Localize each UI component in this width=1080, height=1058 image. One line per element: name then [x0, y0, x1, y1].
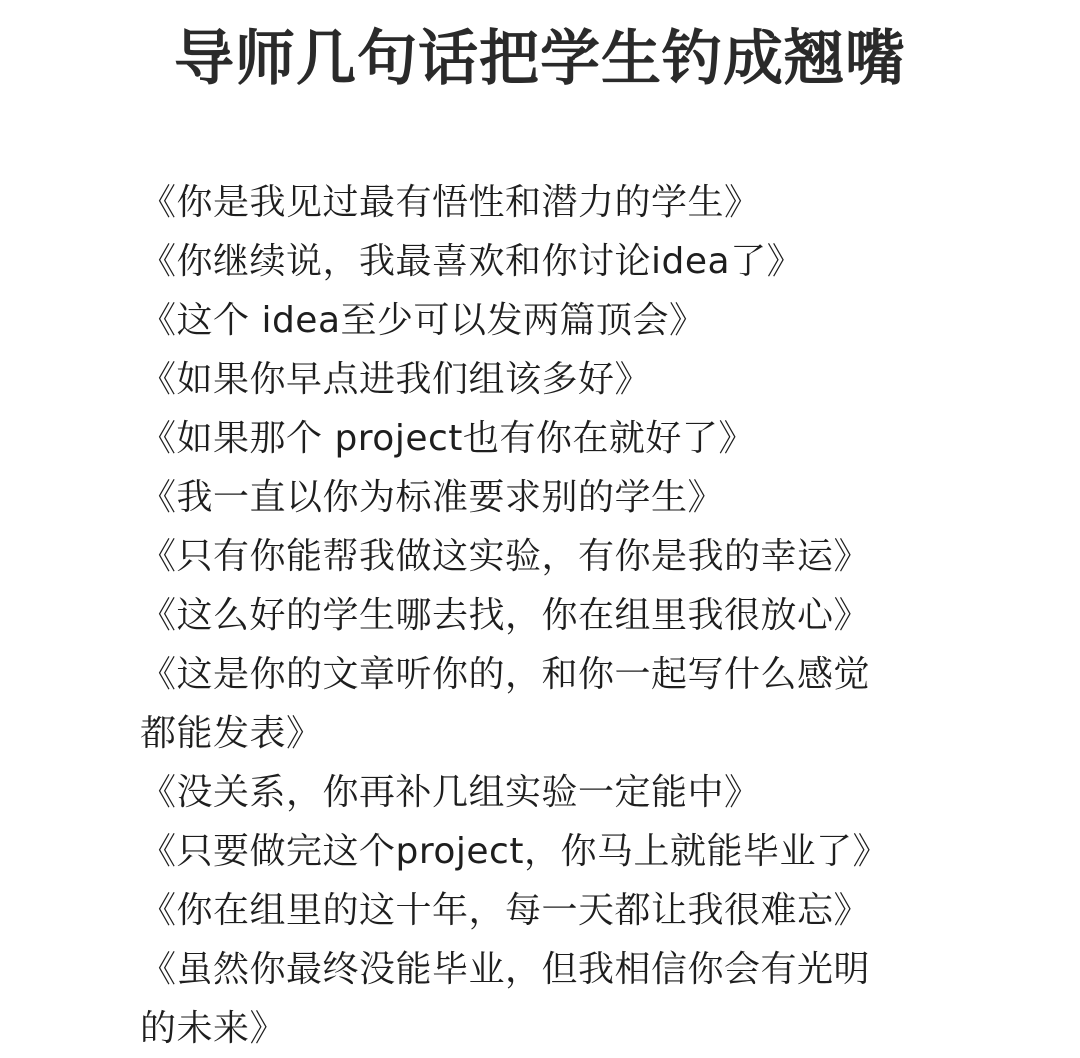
quote-line-13: 《虽然你最终没能毕业，但我相信你会有光明 — [140, 949, 871, 990]
quote-line-8: 《这么好的学生哪去找，你在组里我很放心》 — [140, 595, 871, 636]
quote-line-13-continued: 的未来》 — [140, 1008, 287, 1049]
quote-line-4: 《如果你早点进我们组该多好》 — [140, 359, 652, 400]
quote-line-9-continued: 都能发表》 — [140, 713, 323, 754]
quote-line-5: 《如果那个 project也有你在就好了》 — [140, 418, 755, 459]
quote-line-12: 《你在组里的这十年，每一天都让我很难忘》 — [140, 890, 871, 931]
quote-line-11: 《只要做完这个project，你马上就能毕业了》 — [140, 831, 889, 872]
quote-line-1: 《你是我见过最有悟性和潜力的学生》 — [140, 182, 761, 223]
quote-list — [140, 173, 940, 1058]
quote-line-6: 《我一直以你为标准要求别的学生》 — [140, 477, 725, 518]
quote-line-3: 《这个 idea至少可以发两篇顶会》 — [140, 300, 706, 341]
quote-line-2: 《你继续说，我最喜欢和你讨论idea了》 — [140, 241, 804, 282]
page-title: 导师几句话把学生钓成翘嘴 — [174, 24, 906, 94]
quote-line-9: 《这是你的文章听你的，和你一起写什么感觉 — [140, 654, 871, 695]
quote-line-10: 《没关系，你再补几组实验一定能中》 — [140, 772, 761, 813]
quote-line-7: 《只有你能帮我做这实验，有你是我的幸运》 — [140, 536, 871, 577]
